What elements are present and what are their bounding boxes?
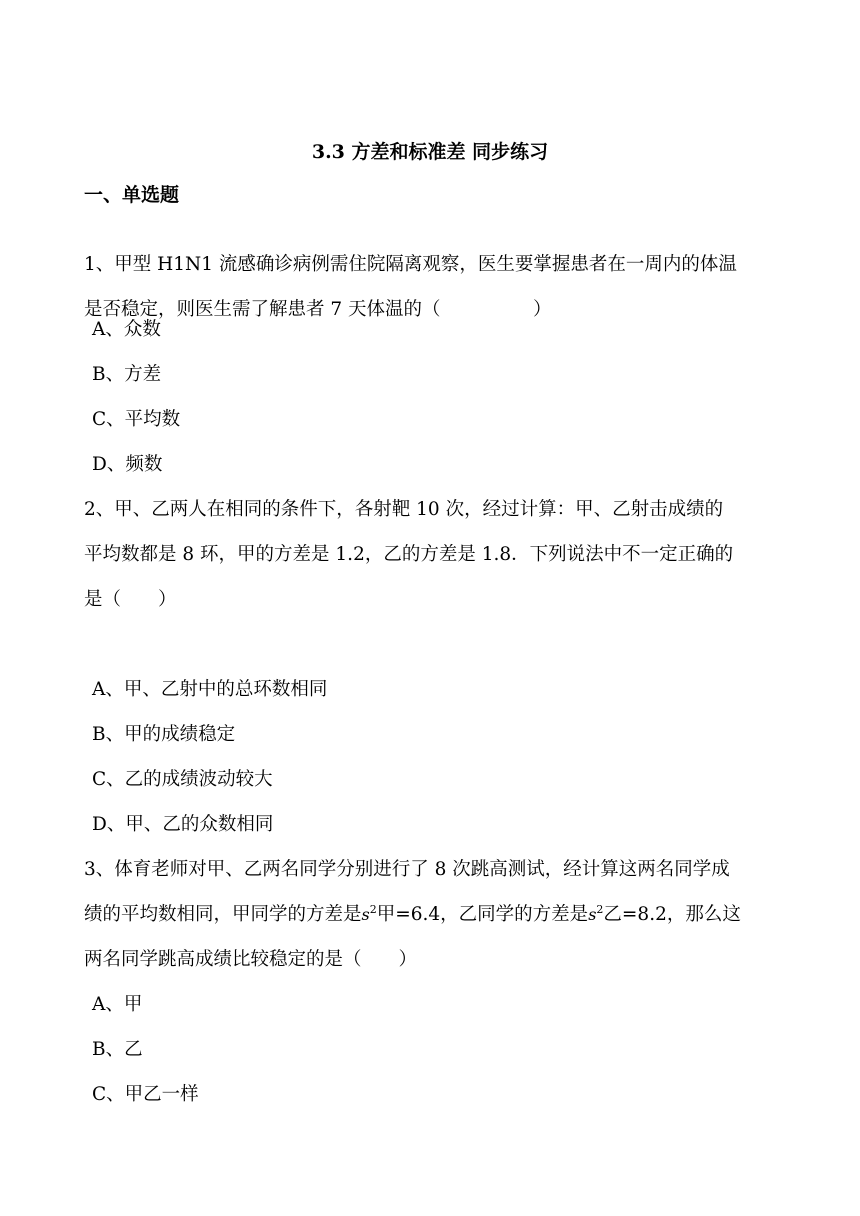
question-2-line-3: 是（ ） — [84, 589, 177, 610]
page-title: 3.3 方差和标准差 同步练习 — [311, 141, 549, 163]
question-2-line-1: 2、甲、乙两人在相同的条件下，各射靶 10 次，经过计算：甲、乙射击成绩的 — [84, 499, 724, 520]
variance-subscript-jia: 甲 — [376, 904, 396, 925]
variance-superscript: 2 — [369, 902, 377, 916]
question-2-option-c: C、乙的成绩波动较大 — [92, 769, 273, 790]
variance-symbol-s-2: s — [588, 905, 597, 924]
question-3-line-2-prefix: 绩的平均数相同，甲同学的方差是 — [84, 904, 362, 925]
question-2-text — [84, 487, 784, 622]
question-1-option-d: D、频数 — [92, 454, 163, 475]
question-3-option-c: C、甲乙一样 — [92, 1084, 199, 1105]
question-1-line-1: 1、甲型 H1N1 流感确诊病例需住院隔离观察，医生要掌握患者在一周内的体温 — [84, 254, 737, 275]
question-3-text — [84, 847, 784, 982]
question-1-text — [84, 242, 784, 332]
question-3-option-b: B、乙 — [92, 1039, 143, 1060]
question-3-option-a: A、甲 — [92, 994, 143, 1015]
question-1-line-2: 是否稳定，则医生需了解患者 7 天体温的（ ） — [84, 299, 552, 320]
variance-superscript-2: 2 — [596, 902, 604, 916]
question-2-option-a: A、甲、乙射中的总环数相同 — [92, 679, 328, 700]
question-3-line-2 — [84, 892, 784, 937]
question-1-option-a: A、众数 — [92, 319, 161, 340]
section-heading: 一、单选题 — [84, 184, 180, 206]
question-1-option-c: C、平均数 — [92, 409, 181, 430]
question-2-option-d: D、甲、乙的众数相同 — [92, 814, 274, 835]
question-3-line-3: 两名同学跳高成绩比较稳定的是（ ） — [84, 949, 418, 970]
question-2-line-2: 平均数都是 8 环，甲的方差是 1.2，乙的方差是 1.8．下列说法中不一定正确的 — [84, 544, 734, 565]
question-3-line-1: 3、体育老师对甲、乙两名同学分别进行了 8 次跳高测试，经计算这两名同学成 — [84, 859, 730, 880]
variance-value-jia: =6.4，乙同学的方差是 — [395, 904, 589, 925]
question-1-option-b: B、方差 — [92, 364, 162, 385]
variance-symbol-s: s — [361, 905, 370, 924]
variance-value-yi: =8.2，那么这 — [621, 904, 741, 925]
variance-subscript-yi: 乙 — [603, 904, 622, 925]
question-2-option-b: B、甲的成绩稳定 — [92, 724, 236, 745]
